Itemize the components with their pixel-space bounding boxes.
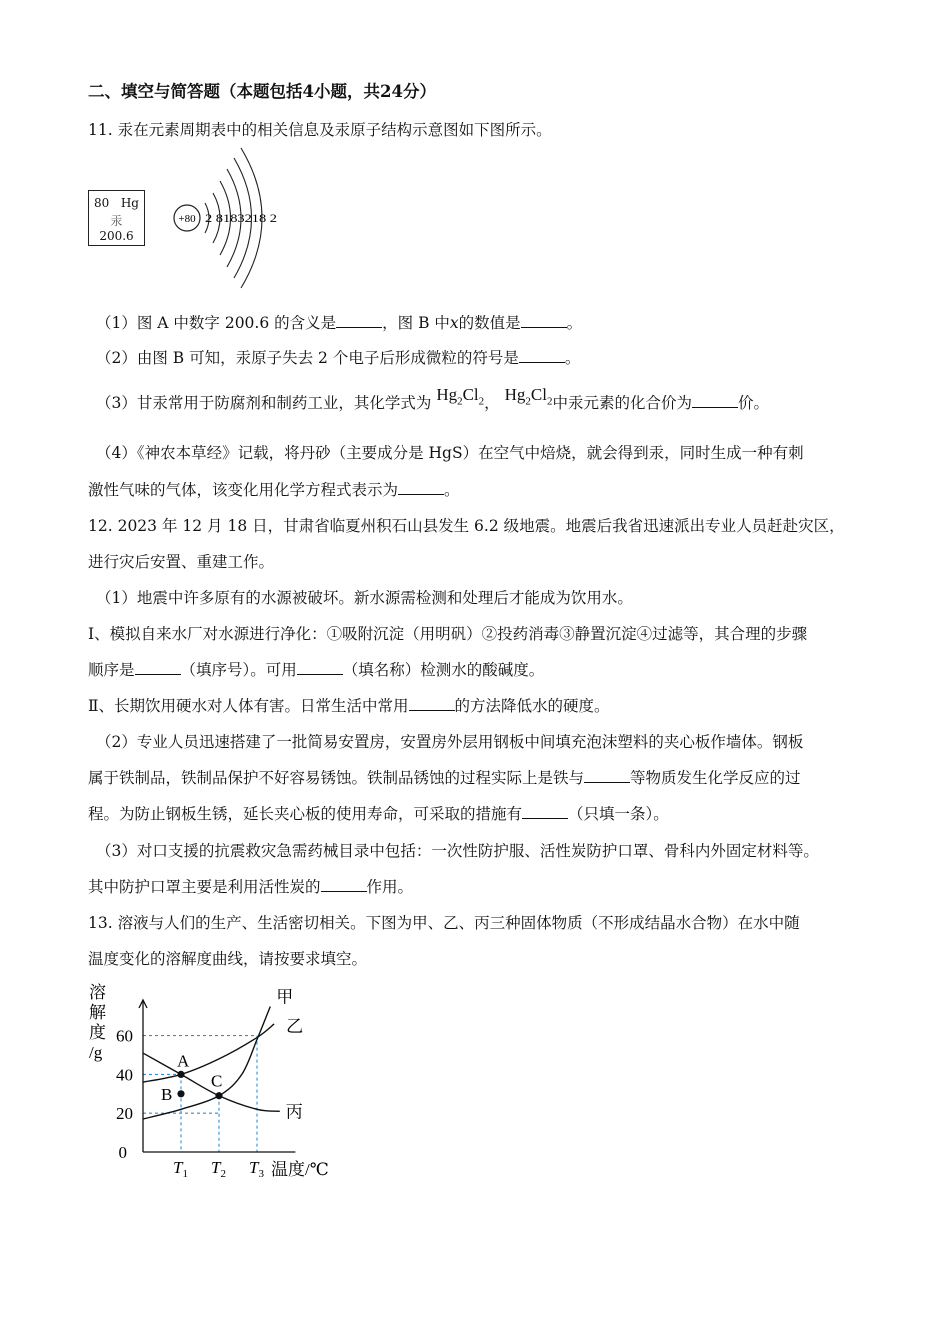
- y-axis-label: 溶: [89, 983, 106, 1002]
- q12-i-line2: 顺序是 （填序号）。可用 （填名称）检测水的酸碱度。: [88, 661, 545, 679]
- q12-stem-line1: 12. 2023 年 12 月 18 日，甘肃省临夏州积石山县发生 6.2 级地震。地震后我省迅速派出专业人员赶赴灾区，: [88, 517, 845, 535]
- x-tick-label: $T_3$: [249, 1158, 264, 1180]
- q12-ii: Ⅱ、长期饮用硬水对人体有害。日常生活中常用 的方法降低水的硬度。: [88, 697, 610, 715]
- q11-part4-line2: 激性气味的气体，该变化用化学方程式表示为 。: [88, 481, 460, 499]
- curve-2: [143, 1024, 274, 1082]
- q12-part1: （1）地震中许多原有的水源被破坏。新水源需检测和处理后才能成为饮用水。: [96, 589, 633, 607]
- shell-electron-counts: 2 8183218 2: [205, 213, 278, 225]
- x-tick-label: $T_1$: [173, 1158, 188, 1180]
- answer-blank[interactable]: [135, 660, 181, 675]
- answer-blank[interactable]: [521, 313, 567, 328]
- point-label: A: [177, 1051, 190, 1071]
- point-label: C: [211, 1071, 223, 1091]
- element-name: 汞: [110, 214, 123, 228]
- formula-calomel: $Hg_2Cl_2$: [504, 385, 553, 408]
- series-label: 乙: [286, 1016, 304, 1036]
- point-C: [215, 1092, 222, 1099]
- section-title: 二、填空与简答题（本题包括4小题，共24分）: [88, 82, 436, 101]
- answer-blank[interactable]: [584, 768, 630, 783]
- series-label: 丙: [285, 1102, 303, 1122]
- element-mass: 200.6: [99, 229, 134, 243]
- y-axis-label: 度: [89, 1023, 106, 1042]
- q12-part2-line3: 程。为防止钢板生锈，延长夹心板的使用寿命，可采取的措施有 （只填一条）。: [88, 805, 669, 823]
- nucleus-charge: +80: [178, 213, 196, 225]
- y-tick-label: 20: [116, 1104, 133, 1124]
- element-symbol: Hg: [120, 196, 139, 210]
- element-card: [88, 190, 145, 246]
- origin-label: 0: [118, 1143, 127, 1162]
- answer-blank[interactable]: [321, 877, 367, 892]
- answer-blank[interactable]: [519, 348, 565, 363]
- q12-i-line1: Ⅰ、模拟自来水厂对水源进行净化：①吸附沉淀（用明矾）②投药消毒③静置沉淀④过滤等，其合理的步骤: [88, 625, 808, 643]
- q11-stem: 11. 汞在元素周期表中的相关信息及汞原子结构示意图如下图所示。: [88, 121, 552, 139]
- point-B: [177, 1090, 184, 1097]
- point-label: B: [161, 1084, 173, 1104]
- y-axis-label: 解: [89, 1003, 106, 1022]
- answer-blank[interactable]: [522, 804, 568, 819]
- y-tick-label: 60: [116, 1026, 133, 1046]
- answer-blank[interactable]: [297, 660, 343, 675]
- q13-stem-line2: 温度变化的溶解度曲线，请按要求填空。: [88, 950, 368, 968]
- answer-blank[interactable]: [409, 696, 455, 711]
- solubility-chart: [82, 980, 362, 1185]
- answer-blank[interactable]: [398, 480, 444, 495]
- x-axis-label: 温度/℃: [271, 1160, 329, 1179]
- q12-part2-line1: （2）专业人员迅速搭建了一批简易安置房，安置房外层用钢板中间填充泡沫塑料的夹心板作墙体。钢板: [96, 733, 804, 751]
- y-axis-label: /g: [89, 1043, 103, 1062]
- q11-part4-line1: （4）《神农本草经》记载，将丹砂（主要成分是 HgS）在空气中焙烧，就会得到汞，同时生成一种有刺: [96, 444, 804, 462]
- q12-stem-line2: 进行灾后安置、重建工作。: [88, 553, 275, 571]
- q12-part2-line2: 属于铁制品，铁制品保护不好容易锈蚀。铁制品锈蚀的过程实际上是铁与 等物质发生化学反应的过: [88, 769, 801, 787]
- q11-part2: （2）由图 B 可知，汞原子失去 2 个电子后形成微粒的符号是 。: [96, 349, 581, 367]
- formula-calomel: $Hg_2Cl_2$: [436, 385, 485, 408]
- q12-part3-line2: 其中防护口罩主要是利用活性炭的 作用。: [88, 878, 414, 896]
- answer-blank[interactable]: [692, 393, 738, 408]
- q12-part3-line1: （3）对口支援的抗震救灾急需药械目录中包括：一次性防护服、活性炭防护口罩、骨科内外固定材料等。: [96, 842, 819, 860]
- series-label: 甲: [276, 987, 294, 1007]
- q11-part3: （3）甘汞常用于防腐剂和制药工业，其化学式为 $Hg_2Cl_2$， $Hg_2Cl_2$中汞元素的化合价为 价。: [96, 385, 769, 412]
- atom-structure-diagram: [165, 145, 295, 295]
- x-tick-label: $T_2$: [211, 1158, 226, 1180]
- point-A: [177, 1071, 184, 1078]
- q13-stem-line1: 13. 溶液与人们的生产、生活密切相关。下图为甲、乙、丙三种固体物质（不形成结晶水合物）在水中随: [88, 914, 800, 932]
- y-tick-label: 40: [116, 1065, 133, 1085]
- answer-blank[interactable]: [336, 313, 382, 328]
- q11-part1: （1）图 A 中数字 200.6 的含义是 ，图 B 中x的数值是 。: [96, 314, 583, 332]
- element-number: 80: [94, 196, 110, 210]
